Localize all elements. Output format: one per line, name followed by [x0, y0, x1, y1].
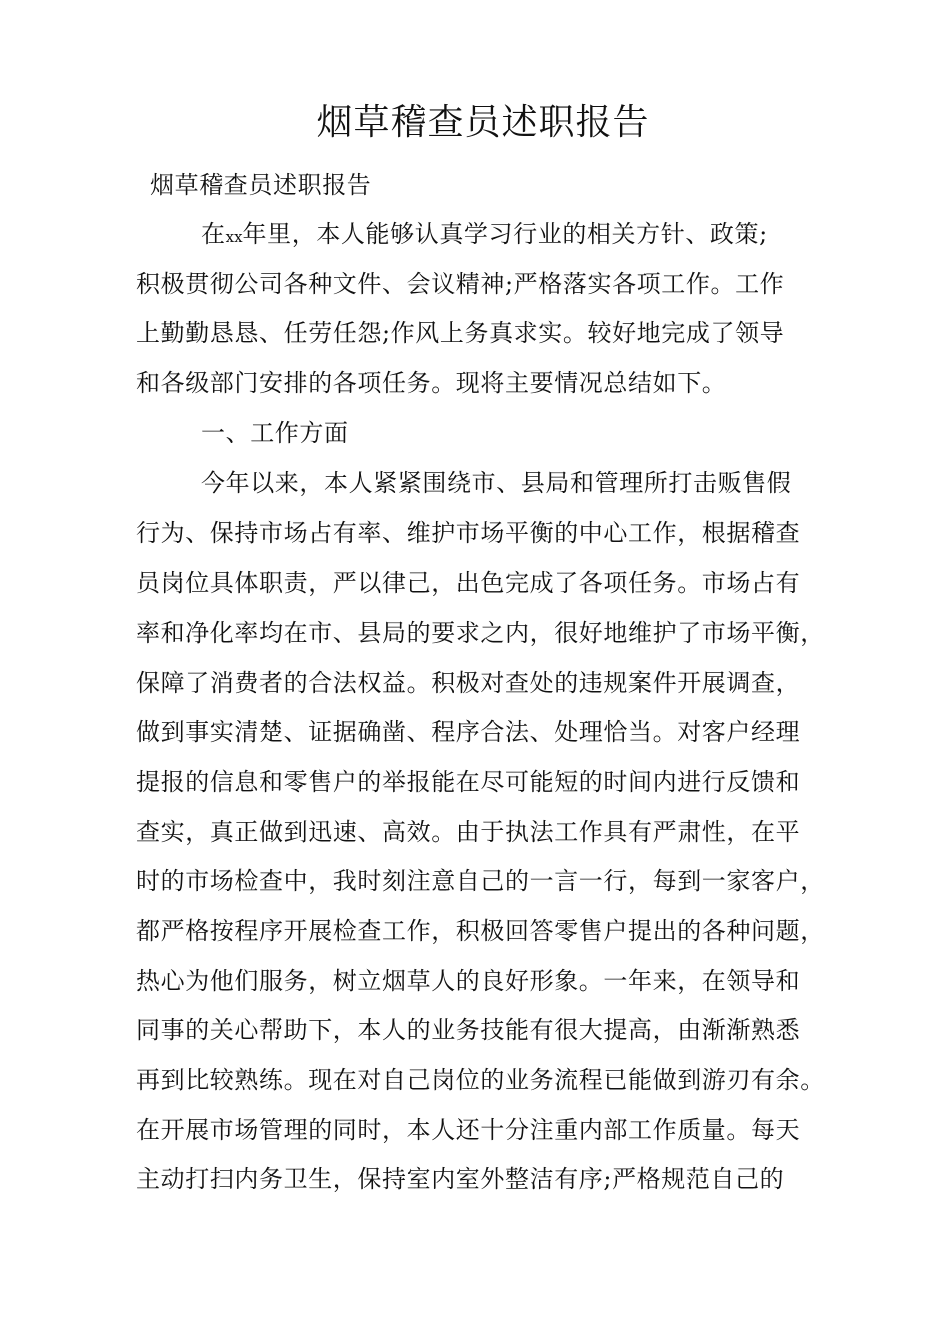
text-run: 年里，本人能够认真学习行业的相关方针、政策;: [242, 220, 768, 248]
paragraph-line: 再到比较熟练。现在对自己岗位的业务流程已能做到游刃有余。: [136, 1066, 825, 1094]
paragraph-line: 做到事实清楚、证据确凿、程序合法、处理恰当。对客户经理: [136, 718, 801, 746]
paragraph-line: 和各级部门安排的各项任务。现将主要情况总结如下。: [136, 369, 727, 397]
text-run: 在: [201, 220, 226, 248]
paragraph-line: 查实，真正做到迅速、高效。由于执法工作具有严肃性，在平: [136, 818, 801, 846]
paragraph-line: [201, 217, 768, 254]
paragraph-line: 行为、保持市场占有率、维护市场平衡的中心工作，根据稽查: [136, 519, 801, 547]
paragraph-line: 时的市场检查中，我时刻注意自己的一言一行，每到一家客户，: [136, 867, 825, 895]
section-heading: 一、工作方面: [201, 419, 349, 447]
document-subtitle: 烟草稽查员述职报告: [150, 171, 372, 199]
paragraph-line: 同事的关心帮助下，本人的业务技能有很大提高，由渐渐熟悉: [136, 1016, 801, 1044]
paragraph-line: 保障了消费者的合法权益。积极对查处的违规案件开展调查，: [136, 669, 801, 697]
paragraph-line: 率和净化率均在市、县局的要求之内，很好地维护了市场平衡，: [136, 619, 825, 647]
paragraph-line: 积极贯彻公司各种文件、会议精神;严格落实各项工作。工作: [136, 270, 785, 298]
paragraph-line: 员岗位具体职责，严以律己，出色完成了各项任务。市场占有: [136, 569, 801, 597]
paragraph-line: 今年以来，本人紧紧围绕市、县局和管理所打击贩售假: [201, 469, 792, 497]
paragraph-line: 上勤勤恳恳、任劳任怨;作风上务真求实。较好地完成了领导: [136, 319, 785, 347]
paragraph-line: 在开展市场管理的同时，本人还十分注重内部工作质量。每天: [136, 1116, 801, 1144]
paragraph-line: 热心为他们服务，树立烟草人的良好形象。一年来，在领导和: [136, 967, 801, 995]
paragraph-line: 主动打扫内务卫生，保持室内室外整洁有序;严格规范自己的: [136, 1165, 785, 1193]
document-title: 烟草稽查员述职报告: [316, 102, 650, 143]
paragraph-line: 都严格按程序开展检查工作，积极回答零售户提出的各种问题，: [136, 917, 825, 945]
placeholder-year: xx: [225, 228, 243, 246]
paragraph-line: 提报的信息和零售户的举报能在尽可能短的时间内进行反馈和: [136, 768, 801, 796]
